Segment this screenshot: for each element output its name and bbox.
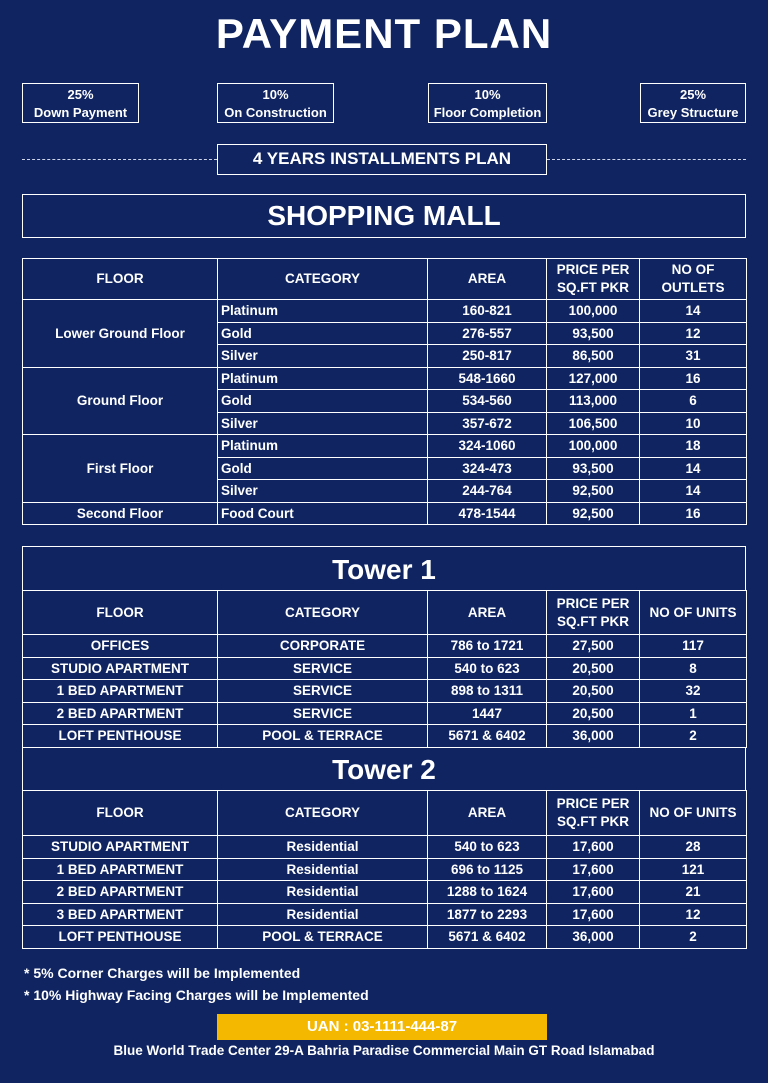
category-cell: SERVICE xyxy=(218,657,428,680)
area-cell: 898 to 1311 xyxy=(428,680,547,703)
area-cell: 276-557 xyxy=(428,322,547,345)
category-cell: Platinum xyxy=(218,367,428,390)
divider-right xyxy=(547,159,746,160)
payment-percent: 10% xyxy=(262,87,289,102)
category-cell: CORPORATE xyxy=(218,635,428,658)
floor-cell: 3 BED APARTMENT xyxy=(23,903,218,926)
header-outlets xyxy=(640,259,747,300)
installments-plan-label: 4 YEARS INSTALLMENTS PLAN xyxy=(217,144,547,175)
price-cell: 20,500 xyxy=(547,657,640,680)
floor-cell: First Floor xyxy=(23,435,218,503)
area-cell: 548-1660 xyxy=(428,367,547,390)
area-cell: 534-560 xyxy=(428,390,547,413)
price-cell: 36,000 xyxy=(547,926,640,949)
floor-cell: 1 BED APARTMENT xyxy=(23,680,218,703)
count-cell: 28 xyxy=(640,836,747,859)
price-cell: 93,500 xyxy=(547,322,640,345)
page-title: PAYMENT PLAN xyxy=(215,10,553,57)
payment-percent: 25% xyxy=(679,87,707,102)
table-row xyxy=(23,858,747,881)
count-cell: 14 xyxy=(640,457,747,480)
header-units: NO OF UNITS xyxy=(640,591,747,635)
category-cell: Food Court xyxy=(218,502,428,525)
table-row xyxy=(23,881,747,904)
floor-cell: Ground Floor xyxy=(23,367,218,435)
count-cell: 1 xyxy=(640,702,747,725)
area-cell: 5671 & 6402 xyxy=(428,926,547,949)
count-cell: 12 xyxy=(640,322,747,345)
category-cell: Silver xyxy=(218,480,428,503)
count-cell: 12 xyxy=(640,903,747,926)
header-category: CATEGORY xyxy=(218,791,428,836)
header-category: CATEGORY xyxy=(218,259,428,300)
header-price-line1: PRICE PER xyxy=(556,262,630,277)
uan-banner: UAN : 03-1111-444-87 xyxy=(217,1014,547,1040)
count-cell: 14 xyxy=(640,300,747,323)
payment-box-on-construction xyxy=(217,83,334,123)
shopping-mall-table xyxy=(22,258,747,525)
category-cell: Residential xyxy=(218,903,428,926)
price-cell: 92,500 xyxy=(547,480,640,503)
count-cell: 16 xyxy=(640,502,747,525)
area-cell: 244-764 xyxy=(428,480,547,503)
table-header-row xyxy=(23,791,747,836)
payment-label: On Construction xyxy=(224,105,327,120)
floor-cell: Lower Ground Floor xyxy=(23,300,218,368)
category-cell: Residential xyxy=(218,881,428,904)
notes xyxy=(24,962,369,1006)
area-cell: 1288 to 1624 xyxy=(428,881,547,904)
count-cell: 2 xyxy=(640,926,747,949)
table-row xyxy=(23,367,747,390)
payment-box-down-payment xyxy=(22,83,139,123)
category-cell: Residential xyxy=(218,858,428,881)
table-row xyxy=(23,903,747,926)
count-cell: 31 xyxy=(640,345,747,368)
header-price-line2: SQ.FT PKR xyxy=(556,613,629,629)
count-cell: 32 xyxy=(640,680,747,703)
category-cell: POOL & TERRACE xyxy=(218,926,428,949)
category-cell: SERVICE xyxy=(218,680,428,703)
table-row xyxy=(23,926,747,949)
header-price-line2: SQ.FT PKR xyxy=(556,814,629,829)
category-cell: Platinum xyxy=(218,435,428,458)
tower1-title: Tower 1 xyxy=(22,546,746,591)
price-cell: 92,500 xyxy=(547,502,640,525)
address: Blue World Trade Center 29-A Bahria Paradise Commercial Main GT Road Islamabad xyxy=(113,1043,655,1058)
price-cell: 113,000 xyxy=(547,390,640,413)
note-highway-charges: * 10% Highway Facing Charges will be Implemented xyxy=(24,987,369,1003)
category-cell: Gold xyxy=(218,457,428,480)
count-cell: 6 xyxy=(640,390,747,413)
table-header-row xyxy=(23,259,747,300)
category-cell: Silver xyxy=(218,412,428,435)
header-price xyxy=(547,259,640,300)
floor-cell: Second Floor xyxy=(23,502,218,525)
price-cell: 17,600 xyxy=(547,903,640,926)
payment-box-floor-completion xyxy=(428,83,547,123)
area-cell: 1447 xyxy=(428,702,547,725)
count-cell: 8 xyxy=(640,657,747,680)
price-cell: 17,600 xyxy=(547,881,640,904)
payment-label: Floor Completion xyxy=(433,105,542,120)
table-row xyxy=(23,657,747,680)
note-corner-charges: * 5% Corner Charges will be Implemented xyxy=(24,965,301,981)
count-cell: 18 xyxy=(640,435,747,458)
header-outlets-line2: OUTLETS xyxy=(661,280,725,295)
area-cell: 478-1544 xyxy=(428,502,547,525)
count-cell: 16 xyxy=(640,367,747,390)
price-cell: 17,600 xyxy=(547,836,640,859)
payment-box-grey-structure xyxy=(640,83,746,123)
category-cell: Platinum xyxy=(218,300,428,323)
area-cell: 696 to 1125 xyxy=(428,858,547,881)
floor-cell: STUDIO APARTMENT xyxy=(23,657,218,680)
floor-cell: LOFT PENTHOUSE xyxy=(23,926,218,949)
table-row xyxy=(23,635,747,658)
area-cell: 324-1060 xyxy=(428,435,547,458)
price-cell: 86,500 xyxy=(547,345,640,368)
header-price-line1: PRICE PER xyxy=(556,595,630,611)
count-cell: 121 xyxy=(640,858,747,881)
table-header-row xyxy=(23,591,747,635)
header-floor: FLOOR xyxy=(23,259,218,300)
floor-cell: 1 BED APARTMENT xyxy=(23,858,218,881)
table-row xyxy=(23,725,747,748)
area-cell: 250-817 xyxy=(428,345,547,368)
category-cell: Silver xyxy=(218,345,428,368)
floor-cell: OFFICES xyxy=(23,635,218,658)
area-cell: 540 to 623 xyxy=(428,836,547,859)
count-cell: 21 xyxy=(640,881,747,904)
category-cell: Gold xyxy=(218,390,428,413)
area-cell: 324-473 xyxy=(428,457,547,480)
count-cell: 117 xyxy=(640,635,747,658)
price-cell: 100,000 xyxy=(547,435,640,458)
payment-label: Grey Structure xyxy=(647,105,739,120)
price-cell: 20,500 xyxy=(547,680,640,703)
area-cell: 160-821 xyxy=(428,300,547,323)
header-floor: FLOOR xyxy=(23,591,218,635)
price-cell: 36,000 xyxy=(547,725,640,748)
floor-cell: STUDIO APARTMENT xyxy=(23,836,218,859)
payment-label: Down Payment xyxy=(33,105,128,120)
table-row xyxy=(23,502,747,525)
category-cell: SERVICE xyxy=(218,702,428,725)
category-cell: Gold xyxy=(218,322,428,345)
floor-cell: 2 BED APARTMENT xyxy=(23,881,218,904)
header-price-line1: PRICE PER xyxy=(556,796,630,811)
header-price-line2: SQ.FT PKR xyxy=(556,280,629,295)
payment-percent: 25% xyxy=(67,87,94,102)
category-cell: POOL & TERRACE xyxy=(218,725,428,748)
area-cell: 5671 & 6402 xyxy=(428,725,547,748)
floor-cell: LOFT PENTHOUSE xyxy=(23,725,218,748)
divider-left xyxy=(22,159,217,160)
category-cell: Residential xyxy=(218,836,428,859)
area-cell: 357-672 xyxy=(428,412,547,435)
area-cell: 786 to 1721 xyxy=(428,635,547,658)
header-area: AREA xyxy=(428,591,547,635)
shopping-mall-title: SHOPPING MALL xyxy=(22,194,746,238)
count-cell: 2 xyxy=(640,725,747,748)
price-cell: 17,600 xyxy=(547,858,640,881)
table-row xyxy=(23,435,747,458)
price-cell: 27,500 xyxy=(547,635,640,658)
price-cell: 106,500 xyxy=(547,412,640,435)
count-cell: 10 xyxy=(640,412,747,435)
tower1-table xyxy=(22,590,747,748)
tower2-title: Tower 2 xyxy=(22,747,746,791)
header-units: NO OF UNITS xyxy=(640,791,747,836)
price-cell: 100,000 xyxy=(547,300,640,323)
tower2-table xyxy=(22,790,747,949)
price-cell: 20,500 xyxy=(547,702,640,725)
header-outlets-line1: NO OF xyxy=(671,262,715,277)
count-cell: 14 xyxy=(640,480,747,503)
area-cell: 1877 to 2293 xyxy=(428,903,547,926)
table-row xyxy=(23,702,747,725)
table-row xyxy=(23,680,747,703)
header-area: AREA xyxy=(428,791,547,836)
price-cell: 127,000 xyxy=(547,367,640,390)
table-row xyxy=(23,836,747,859)
header-price xyxy=(547,591,640,635)
floor-cell: 2 BED APARTMENT xyxy=(23,702,218,725)
header-floor: FLOOR xyxy=(23,791,218,836)
table-row xyxy=(23,300,747,323)
header-category: CATEGORY xyxy=(218,591,428,635)
area-cell: 540 to 623 xyxy=(428,657,547,680)
payment-percent: 10% xyxy=(474,87,501,102)
price-cell: 93,500 xyxy=(547,457,640,480)
header-price xyxy=(547,791,640,836)
header-area: AREA xyxy=(428,259,547,300)
